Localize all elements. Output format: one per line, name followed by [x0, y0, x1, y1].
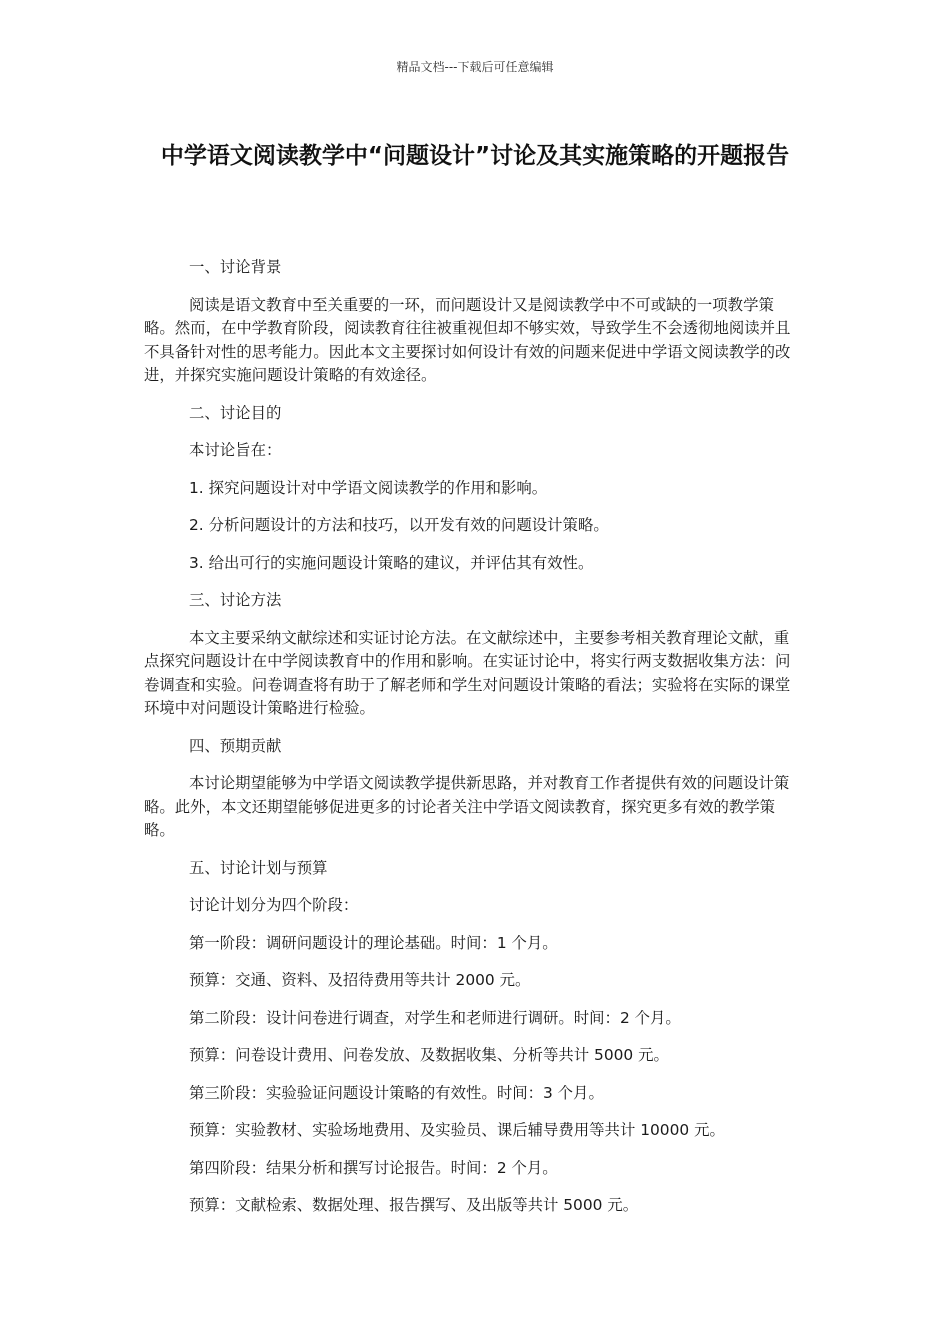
plan-budget-2: 预算：问卷设计费用、问卷发放、及数据收集、分析等共计 5000 元。 — [189, 1046, 669, 1064]
purpose-item-2: 2. 分析问题设计的方法和技巧，以开发有效的问题设计策略。 — [189, 516, 609, 534]
section-heading-plan: 五、讨论计划与预算 — [189, 858, 328, 877]
document-body — [144, 256, 804, 1232]
plan-budget-4: 预算：文献检索、数据处理、报告撰写、及出版等共计 5000 元。 — [189, 1196, 639, 1214]
plan-budget-3: 预算：实验教材、实验场地费用、及实验员、课后辅导费用等共计 10000 元。 — [189, 1121, 725, 1139]
page-header: 精品文档---下载后可任意编辑 — [396, 60, 554, 74]
purpose-item-3: 3. 给出可行的实施问题设计策略的建议，并评估其有效性。 — [189, 553, 594, 572]
contribution-paragraph: 本讨论期望能够为中学语文阅读教学提供新思路，并对教育工作者提供有效的问题设计策略。此外，本文还期望能够促进更多的讨论者关注中学语文阅读教育，探究更多有效的教学策略。 — [144, 774, 790, 839]
purpose-item-1: 1. 探究问题设计对中学语文阅读教学的作用和影响。 — [189, 478, 548, 497]
section-heading-method: 三、讨论方法 — [189, 591, 282, 609]
plan-stage-1: 第一阶段：调研问题设计的理论基础。时间：1 个月。 — [189, 933, 558, 952]
section-heading-purpose: 二、讨论目的 — [189, 403, 282, 422]
purpose-intro: 本讨论旨在： — [189, 441, 282, 459]
section-heading-contribution: 四、预期贡献 — [189, 736, 282, 755]
section-heading-background: 一、讨论背景 — [189, 258, 282, 276]
plan-budget-1: 预算：交通、资料、及招待费用等共计 2000 元。 — [189, 971, 531, 989]
plan-stage-4: 第四阶段：结果分析和撰写讨论报告。时间：2 个月。 — [189, 1158, 558, 1177]
method-paragraph: 本文主要采纳文献综述和实证讨论方法。在文献综述中，主要参考相关教育理论文献，重点探究问题设计在中学阅读教育中的作用和影响。在实证讨论中，将实行两支数据收集方法：问卷调查和实验。问卷调查将有助于了解老师和学生对问题设计策略的看法；实验将在实际的课堂环境中对问题设计策略进行检验。 — [144, 628, 791, 717]
plan-intro: 讨论计划分为四个阶段： — [189, 896, 359, 914]
plan-stage-2: 第二阶段：设计问卷进行调查，对学生和老师进行调研。时间：2 个月。 — [189, 1008, 681, 1027]
background-paragraph: 阅读是语文教育中至关重要的一环，而问题设计又是阅读教学中不可或缺的一项教学策略。然而，在中学教育阶段，阅读教育往往被重视但却不够实效，导致学生不会透彻地阅读并且不具备针对性的思考能力。因此本文主要探讨如何设计有效的问题来促进中学语文阅读教学的改进，并探究实施问题设计策略的有效途径。 — [144, 295, 791, 384]
plan-stage-3: 第三阶段：实验验证问题设计策略的有效性。时间：3 个月。 — [189, 1083, 604, 1102]
document-title: 中学语文阅读教学中“问题设计”讨论及其实施策略的开题报告 — [160, 143, 790, 169]
